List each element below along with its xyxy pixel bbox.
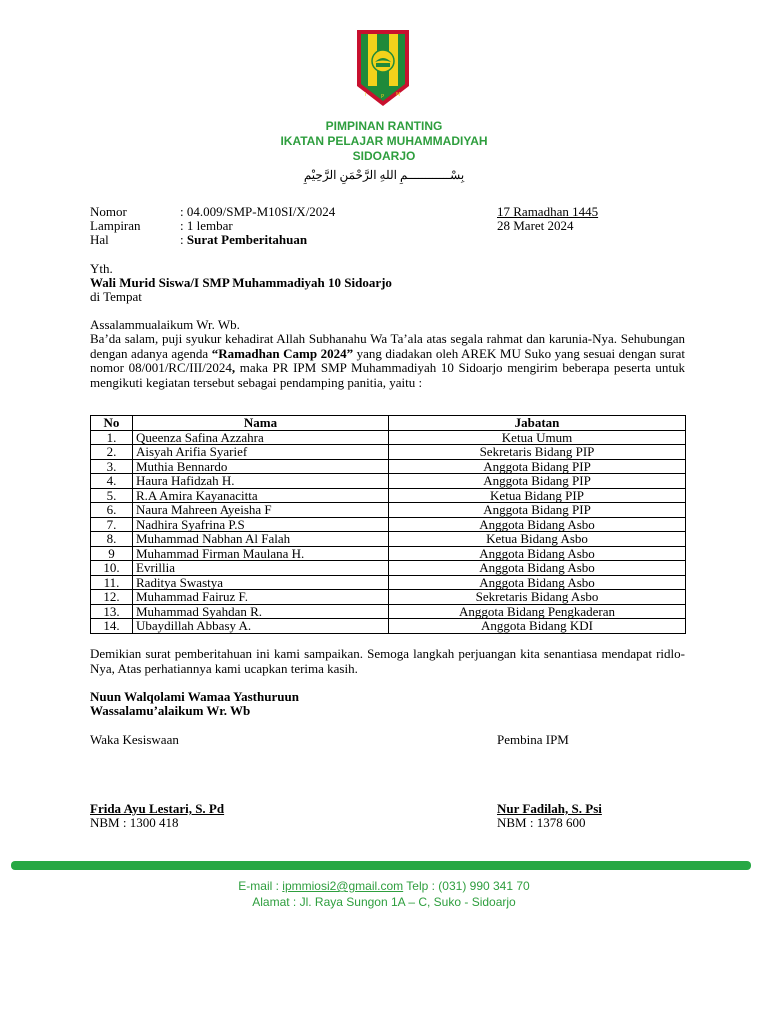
cell-jabatan: Ketua Bidang Asbo [389,532,686,547]
closing-paragraph: Demikian surat pemberitahuan ini kami sampaikan. Semoga langkah perjuangan kita senantiasa mendapat ridlo-Nya, Atas perhatiannya kami ucapkan terima kasih. [90,646,685,676]
email-label: E-mail : [238,879,283,893]
left-signer-role: Waka Kesiswaan [90,732,179,747]
cell-no: 12. [91,590,133,605]
cell-nama: Naura Mahreen Ayeisha F [133,503,389,518]
cell-no: 10. [91,561,133,576]
cell-nama: Evrillia [133,561,389,576]
hal-field [180,233,307,248]
cell-no: 13. [91,604,133,619]
cell-jabatan: Anggota Bidang PIP [389,474,686,489]
header-nama: Nama [133,416,389,431]
cell-jabatan: Anggota Bidang KDI [389,619,686,634]
telp: Telp : (031) 990 341 70 [403,879,530,893]
cell-nama: R.A Amira Kayanacitta [133,488,389,503]
left-signer-nbm: NBM : 1300 418 [90,815,179,830]
nomor-value: : 04.009/SMP-M10SI/X/2024 [180,204,336,219]
table-row [91,575,686,590]
p1-comma: , [231,360,236,375]
cell-no: 8. [91,532,133,547]
footer-divider [11,861,751,870]
basmalah: بِسْــــــــــــمِ اللهِ الرَّحْمَنِ الرَّحِيْمِ [303,168,465,182]
org-line-2: IKATAN PELAJAR MUHAMMADIYAH [280,134,488,148]
cell-jabatan: Anggota Bidang Asbo [389,575,686,590]
cell-jabatan: Anggota Bidang Asbo [389,546,686,561]
cell-nama: Muhammad Fairuz F. [133,590,389,605]
table-header-row [91,416,686,431]
greeting: Assalammualaikum Wr. Wb. [90,317,240,332]
hal-value: Surat Pemberitahuan [186,232,308,247]
members-table [90,415,686,634]
cell-no: 1. [91,430,133,445]
date-hijri: 17 Ramadhan 1445 [497,204,599,219]
cell-jabatan: Anggota Bidang Pengkaderan [389,604,686,619]
cell-no: 7. [91,517,133,532]
lampiran-label: Lampiran [90,218,141,233]
table-row [91,561,686,576]
email-link[interactable]: ipmmiosi2@gmail.com [282,879,404,893]
left-signer-name: Frida Ayu Lestari, S. Pd [90,801,225,816]
cell-jabatan: Sekretaris Bidang Asbo [389,590,686,605]
table-row [91,503,686,518]
org-line-1: PIMPINAN RANTING [325,119,443,133]
cell-jabatan: Ketua Umum [389,430,686,445]
motto: Nuun Walqolami Wamaa Yasthuruun [90,689,299,704]
table-row [91,532,686,547]
logo-letter-i: I [365,92,367,98]
cell-no: 9 [91,546,133,561]
right-signer-role: Pembina IPM [497,732,569,747]
cell-no: 11. [91,575,133,590]
cell-nama: Muhammad Nabhan Al Falah [133,532,389,547]
cell-no: 3. [91,459,133,474]
cell-nama: Nadhira Syafrina P.S [133,517,389,532]
cell-jabatan: Sekretaris Bidang PIP [389,445,686,460]
cell-no: 4. [91,474,133,489]
table-row [91,604,686,619]
event-name: “Ramadhan Camp 2024” [211,345,354,361]
contact-line [0,878,768,894]
lampiran-value: : 1 lembar [180,218,233,233]
cell-nama: Aisyah Arifia Syarief [133,445,389,460]
cell-nama: Haura Hafidzah H. [133,474,389,489]
cell-nama: Muthia Bennardo [133,459,389,474]
table-row [91,517,686,532]
p1-part-a: Ba’da salam, puji syukur kehadirat Allah Subhanahu Wa Ta’ala atas segala rahmat dan karunia-Nya. Sehubungan dengan adanya agenda [90,331,685,361]
date-masehi: 28 Maret 2024 [497,218,574,233]
hal-colon: : [180,232,187,247]
cell-nama: Muhammad Firman Maulana H. [133,546,389,561]
table-row [91,590,686,605]
right-signer-nbm: NBM : 1378 600 [497,815,586,830]
cell-jabatan: Anggota Bidang Asbo [389,561,686,576]
address-line: Alamat : Jl. Raya Sungon 1A – C, Suko - Sidoarjo [252,895,516,909]
cell-no: 14. [91,619,133,634]
recipient-name: Wali Murid Siswa/I SMP Muhammadiyah 10 Sidoarjo [90,275,392,290]
right-signer-name: Nur Fadilah, S. Psi [497,801,602,816]
yth: Yth. [90,261,113,276]
cell-no: 5. [91,488,133,503]
recipient-place: di Tempat [90,289,142,304]
opening-paragraph [90,332,685,390]
cell-nama: Muhammad Syahdan R. [133,604,389,619]
ipm-emblem-icon [355,28,411,108]
header-jabatan: Jabatan [389,416,686,431]
cell-no: 6. [91,503,133,518]
table-row [91,430,686,445]
cell-no: 2. [91,445,133,460]
header-no: No [91,416,133,431]
cell-jabatan: Anggota Bidang PIP [389,459,686,474]
logo-letter-p: P [381,94,385,100]
table-row [91,459,686,474]
nomor-label: Nomor [90,204,127,219]
cell-nama: Queenza Safina Azzahra [133,430,389,445]
cell-nama: Raditya Swastya [133,575,389,590]
hal-label: Hal [90,232,109,247]
cell-jabatan: Anggota Bidang Asbo [389,517,686,532]
table-row [91,445,686,460]
cell-jabatan: Anggota Bidang PIP [389,503,686,518]
table-row [91,488,686,503]
p1-part-c: maka PR IPM SMP Muhammadiyah 10 Sidoarjo mengirim beberapa peserta untuk mengikuti kegiatan tersebut sebagai pendamping panitia, yaitu : [90,360,685,390]
table-row [91,546,686,561]
table-row [91,619,686,634]
cell-nama: Ubaydillah Abbasy A. [133,619,389,634]
table-row [91,474,686,489]
p1-part-b: yang diadakan oleh AREK MU Suko yang sesuai dengan surat nomor 08/001/RC/III/2024 [90,345,685,375]
org-line-3: SIDOARJO [352,149,416,163]
closing-salam: Wassalamu’alaikum Wr. Wb [90,703,251,718]
logo-letter-m: M [396,92,401,98]
cell-jabatan: Ketua Bidang PIP [389,488,686,503]
